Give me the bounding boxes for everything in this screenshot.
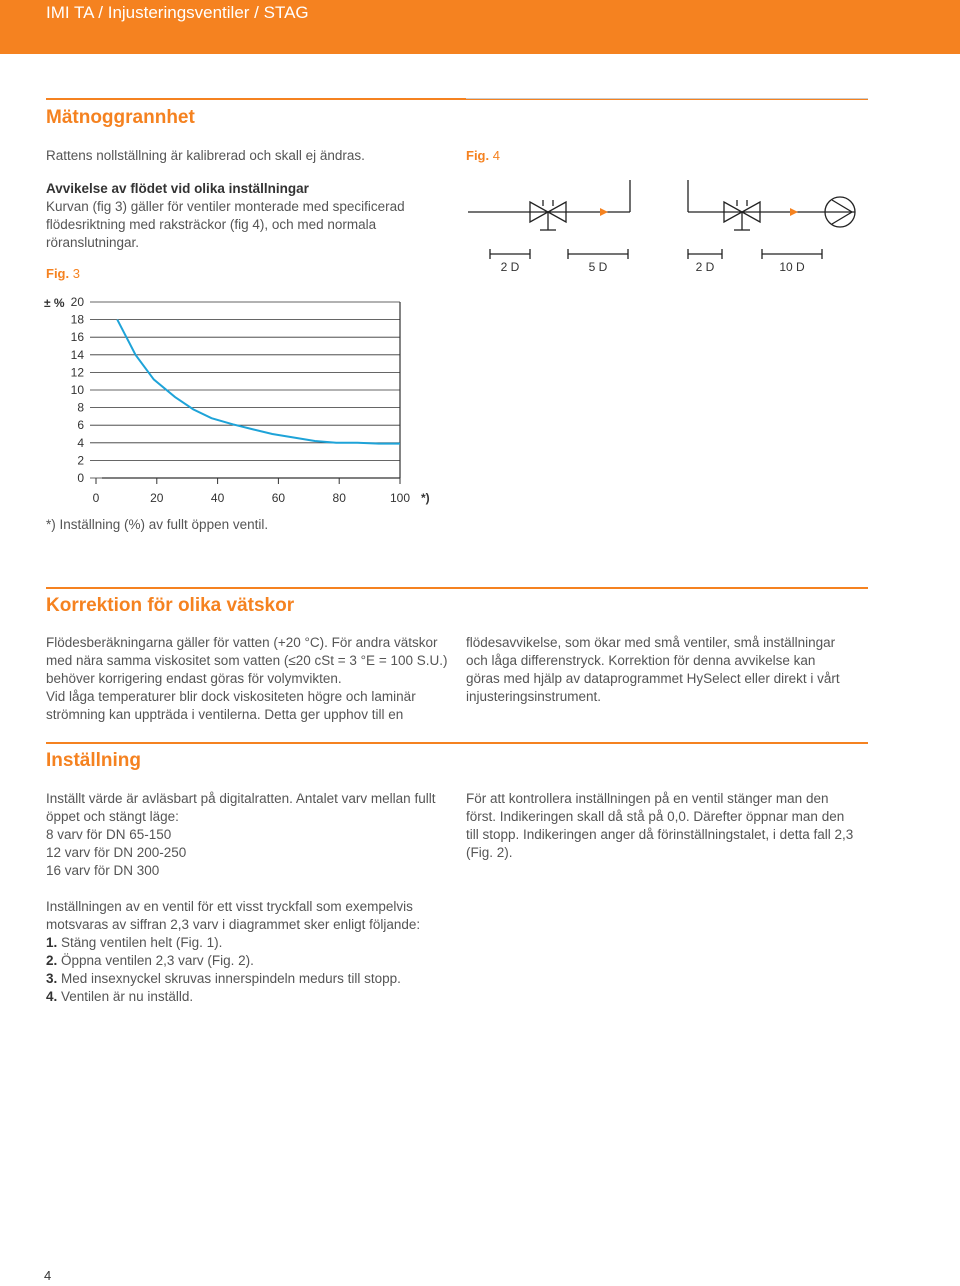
text-line: injusteringsinstrument. (466, 689, 602, 704)
x-tick-label: 0 (92, 491, 100, 505)
x-tick-label: 40 (210, 491, 225, 505)
deviation-chart (40, 292, 460, 512)
footnote: *) Inställning (%) av fullt öppen ventil. (46, 517, 269, 532)
section-rule (46, 587, 868, 589)
korrektion-col1 (46, 634, 456, 724)
text-line: göras med hjälp av dataprogrammet HySelect eller direkt i vårt (466, 671, 840, 686)
y-tick-label: 18 (70, 312, 84, 327)
y-tick-label: 0 (77, 471, 84, 485)
korrektion-col2 (466, 634, 876, 706)
text-line: flödesavvikelse, som ökar med små ventiler, små inställningar (466, 635, 836, 650)
step-num: 1. (46, 935, 58, 950)
chart-ylabel: ± % (44, 296, 65, 310)
header-title: IMI TA / Injusteringsventiler / STAG (46, 3, 309, 22)
fig3-label (46, 266, 80, 281)
text-line: strömning kan uppträda i ventilerna. Detta ger upphov till en (46, 707, 404, 722)
text-line: Vid låga temperaturer blir dock viskositeten högre och laminär (46, 689, 416, 704)
fig4-valve-right (724, 200, 760, 230)
text-line: 16 varv för DN 300 (46, 863, 160, 878)
y-tick-label: 10 (70, 383, 84, 397)
fig3-label-text: Fig. (46, 266, 70, 281)
step-num: 3. (46, 971, 58, 986)
text-line: 12 varv för DN 200-250 (46, 845, 187, 860)
fig3-label-num: 3 (72, 266, 80, 281)
y-tick-label: 4 (77, 435, 84, 450)
x-tick-label: 60 (271, 491, 286, 505)
fig4-diagram (460, 172, 880, 282)
text-line: motsvaras av siffran 2,3 varv i diagrammet sker enligt följande: (46, 917, 421, 932)
body-text: Kurvan (fig 3) gäller för ventiler monterade med specificerad flödesriktning med raksträckor (fig 4), och med normala röranslutningar. (46, 199, 405, 250)
text-line: först. Indikeringen skall då stå på 0,0. Därefter öppnar man den (466, 809, 845, 824)
step-text: Stäng ventilen helt (Fig. 1). (61, 935, 223, 950)
step-text: Ventilen är nu inställd. (61, 989, 194, 1004)
section-title-matnoggrannhet: Mätnoggrannhet (46, 107, 195, 128)
subheading: Avvikelse av flödet vid olika inställningar (46, 181, 309, 196)
step-num: 4. (46, 989, 58, 1004)
fig4-valve-left (530, 200, 566, 230)
step-item (46, 970, 456, 988)
installning-col2 (466, 790, 876, 862)
step-num: 2. (46, 953, 58, 968)
x-tick-label: 20 (150, 491, 164, 505)
fig4-label-num: 4 (492, 148, 500, 163)
intro-text: Rattens nollställning är kalibrerad och skall ej ändras. (46, 148, 365, 163)
section-title-korrektion: Korrektion för olika vätskor (46, 595, 295, 616)
text-line: och låga differenstryck. Korrektion för denna avvikelse kan (466, 653, 816, 668)
y-tick-label: 20 (70, 295, 84, 309)
text-line: behöver korrigering endast göras för volymvikten. (46, 671, 342, 686)
y-tick-label: 16 (70, 330, 84, 345)
text-line: öppet och stängt läge: (46, 809, 179, 824)
page-number: 4 (44, 1268, 52, 1283)
text-line: Inställningen av en ventil för ett visst tryckfall som exempelvis (46, 899, 413, 914)
step-text: Öppna ventilen 2,3 varv (Fig. 2). (61, 953, 254, 968)
y-tick-label: 8 (77, 400, 84, 415)
fig4-label (466, 148, 500, 163)
installning-col1 (46, 790, 456, 1006)
text-line: med nära samma viskositet som vatten (≤20 cSt = 3 °E = 100 S.U.) (46, 653, 448, 668)
step-item (46, 952, 456, 970)
header-bar (0, 0, 960, 54)
fig4-dim-3: 2 D (695, 260, 715, 274)
fig4-dim-4: 10 D (779, 260, 805, 274)
y-tick-label: 12 (70, 365, 84, 380)
text-line: till stopp. Indikeringen anger då förinställningstalet, i detta fall 2,3 (466, 827, 854, 842)
step-item (46, 988, 456, 1006)
x-tick-label: 80 (332, 491, 346, 505)
text-line: Flödesberäkningarna gäller för vatten (+20 °C). För andra vätskor (46, 635, 438, 650)
fig4-dim-2: 5 D (588, 260, 608, 274)
section-title-installning: Inställning (46, 750, 141, 771)
x-tick-label: 100 (389, 491, 411, 505)
step-text: Med insexnyckel skruvas innerspindeln medurs till stopp. (61, 971, 401, 986)
text-line: Inställt värde är avläsbart på digitalratten. Antalet varv mellan fullt (46, 791, 436, 806)
step-item (46, 934, 456, 952)
text-line: 8 varv för DN 65-150 (46, 827, 172, 842)
y-tick-label: 2 (77, 453, 84, 468)
fig4-dim-1: 2 D (500, 260, 520, 274)
fig4-label-text: Fig. (466, 148, 490, 163)
text-line: För att kontrollera inställningen på en ventil stänger man den (466, 791, 829, 806)
y-tick-label: 6 (77, 418, 84, 433)
section-rule (46, 742, 868, 744)
chart-xlabel: *) (421, 491, 430, 505)
fig4-rule (466, 98, 868, 99)
chart-x-ticks (93, 478, 411, 505)
y-tick-label: 14 (70, 347, 84, 362)
text-line: (Fig. 2). (466, 845, 513, 860)
